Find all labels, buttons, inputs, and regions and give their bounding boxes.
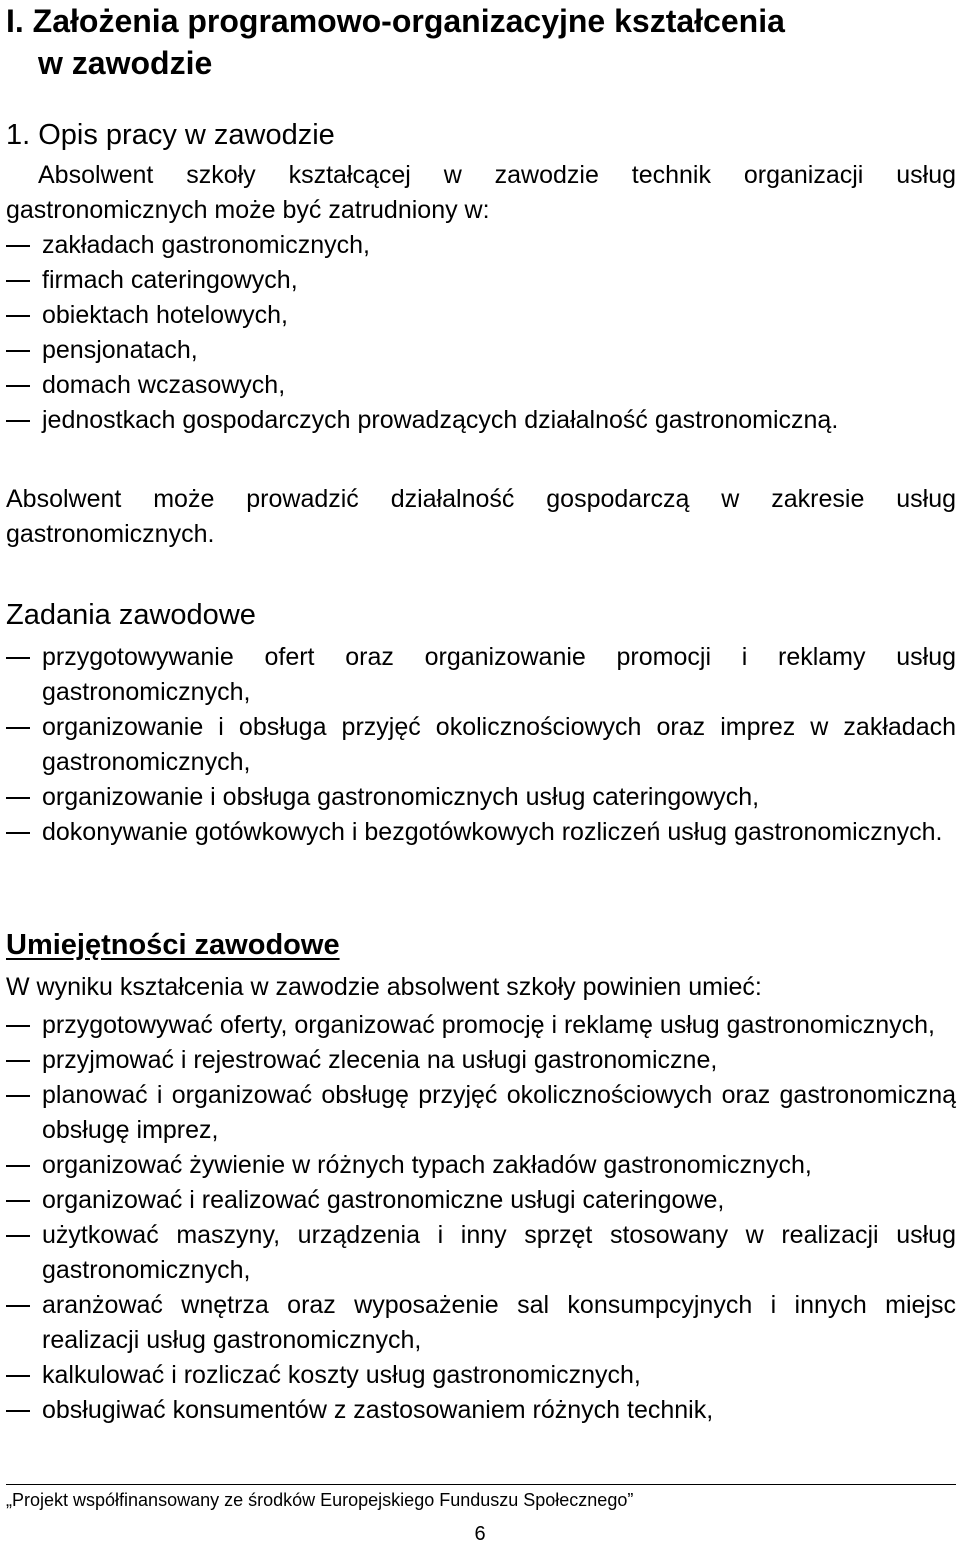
list-item: domach wczasowych, (6, 368, 956, 403)
list-item: obsługiwać konsumentów z zastosowaniem różnych technik, (6, 1393, 956, 1428)
dash-bullet-icon (6, 1235, 30, 1237)
section-heading-skills: Umiejętności zawodowe (6, 929, 340, 961)
list-item: przygotowywanie ofert oraz organizowanie promocji i reklamy usług gastronomicznych, (6, 640, 956, 710)
list-item: obiektach hotelowych, (6, 298, 956, 333)
chapter-title (6, 0, 946, 84)
dash-bullet-icon (6, 385, 30, 387)
footer-divider (6, 1484, 956, 1485)
list-item: aranżować wnętrza oraz wyposażenie sal konsumpcyjnych i innych miejsc realizacji usług gastronomicznych, (6, 1288, 956, 1358)
skills-intro: W wyniku kształcenia w zawodzie absolwent szkoły powinien umieć: (6, 973, 762, 1001)
list-item: organizować żywienie w różnych typach zakładów gastronomicznych, (6, 1148, 956, 1183)
dash-bullet-icon (6, 1025, 30, 1027)
list-item: organizowanie i obsługa przyjęć okolicznościowych oraz imprez w zakładach gastronomicznych, (6, 710, 956, 780)
dash-bullet-icon (6, 1410, 30, 1412)
list-item: użytkować maszyny, urządzenia i inny sprzęt stosowany w realizacji usług gastronomicznych, (6, 1218, 956, 1288)
page-number: 6 (474, 1523, 486, 1545)
dash-bullet-icon (6, 1095, 30, 1097)
list-item: dokonywanie gotówkowych i bezgotówkowych rozliczeń usług gastronomicznych. (6, 815, 956, 850)
dash-bullet-icon (6, 727, 30, 729)
tasks-list (6, 640, 956, 850)
dash-bullet-icon (6, 420, 30, 422)
dash-bullet-icon (6, 797, 30, 799)
dash-bullet-icon (6, 832, 30, 834)
job-description-closing: Absolwent może prowadzić działalność gospodarczą w zakresie usług gastronomicznych. (6, 485, 956, 548)
list-item: pensjonatach, (6, 333, 956, 368)
dash-bullet-icon (6, 1200, 30, 1202)
list-item: planować i organizować obsługę przyjęć okolicznościowych oraz gastronomiczną obsługę imprez, (6, 1078, 956, 1148)
list-item: kalkulować i rozliczać koszty usług gastronomicznych, (6, 1358, 956, 1393)
footer-text: „Projekt współfinansowany ze środków Europejskiego Funduszu Społecznego” (6, 1490, 634, 1510)
section-heading-job-description: 1. Opis pracy w zawodzie (6, 119, 335, 151)
dash-bullet-icon (6, 657, 30, 659)
workplaces-list (6, 228, 956, 438)
dash-bullet-icon (6, 245, 30, 247)
job-description-intro: Absolwent szkoły kształcącej w zawodzie technik organizacji usług gastronomicznych może być zatrudniony w: (6, 161, 956, 224)
chapter-title-line1: I. Założenia programowo-organizacyjne kształcenia (6, 3, 785, 39)
list-item: jednostkach gospodarczych prowadzących działalność gastronomiczną. (6, 403, 956, 438)
list-item: firmach cateringowych, (6, 263, 956, 298)
section-heading-tasks: Zadania zawodowe (6, 599, 256, 631)
list-item: organizowanie i obsługa gastronomicznych usług cateringowych, (6, 780, 956, 815)
list-item: przygotowywać oferty, organizować promocję i reklamę usług gastronomicznych, (6, 1008, 956, 1043)
dash-bullet-icon (6, 1375, 30, 1377)
dash-bullet-icon (6, 350, 30, 352)
list-item: organizować i realizować gastronomiczne usługi cateringowe, (6, 1183, 956, 1218)
dash-bullet-icon (6, 1305, 30, 1307)
dash-bullet-icon (6, 315, 30, 317)
list-item: zakładach gastronomicznych, (6, 228, 956, 263)
dash-bullet-icon (6, 280, 30, 282)
list-item: przyjmować i rejestrować zlecenia na usługi gastronomiczne, (6, 1043, 956, 1078)
dash-bullet-icon (6, 1165, 30, 1167)
dash-bullet-icon (6, 1060, 30, 1062)
chapter-title-line2: w zawodzie (38, 45, 213, 81)
skills-list (6, 1008, 956, 1428)
